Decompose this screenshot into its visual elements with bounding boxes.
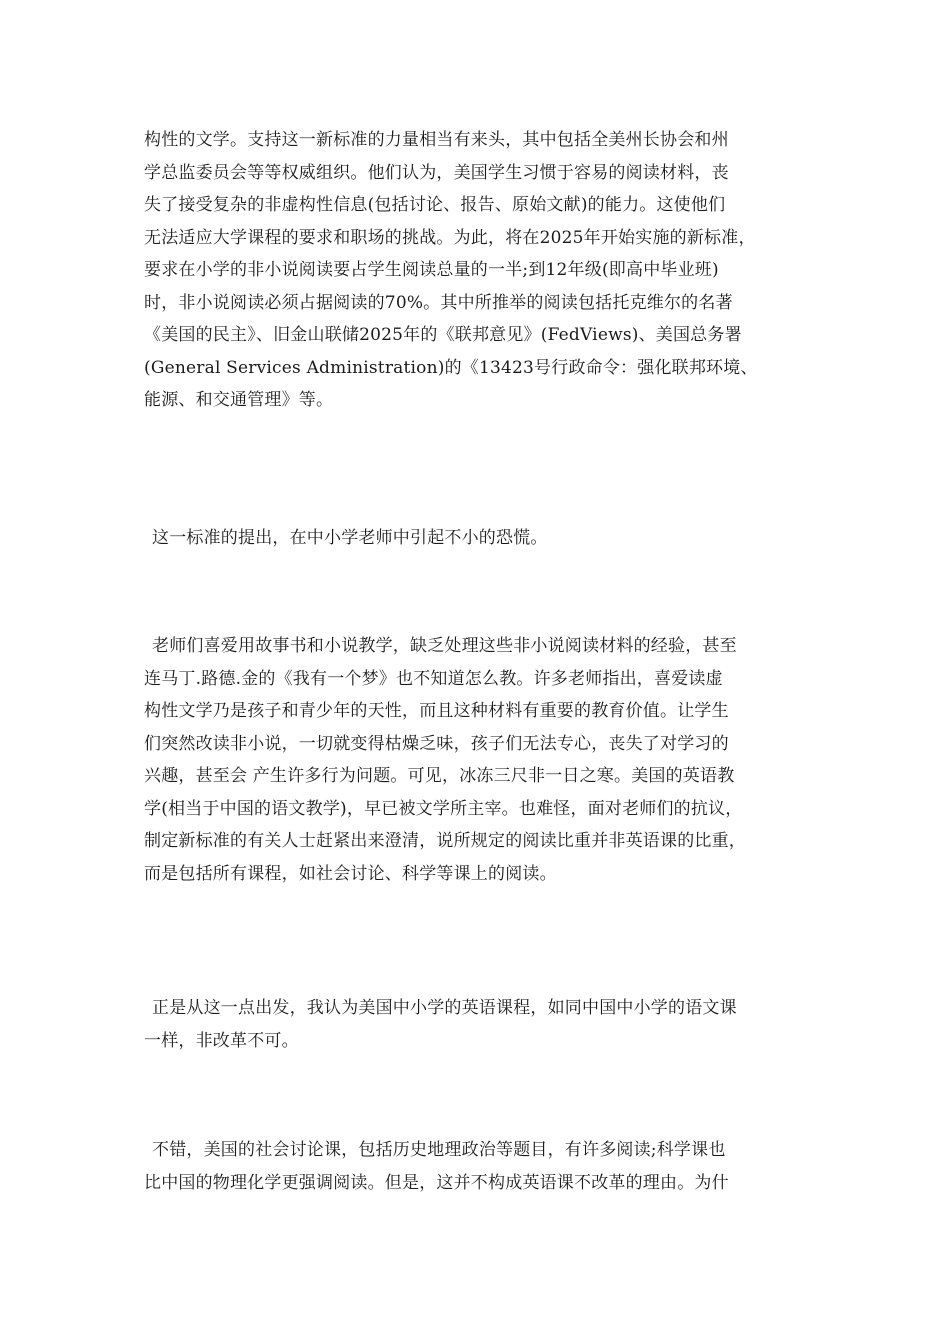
- text-line: 时，非小说阅读必须占据阅读的70%。其中所推举的阅读包括托克维尔的名著: [144, 292, 733, 313]
- paragraph-5: [144, 1134, 824, 1199]
- text-line: 要求在小学的非小说阅读要占学生阅读总量的一半;到12年级(即高中毕业班): [144, 260, 719, 280]
- paragraph-4: [144, 992, 824, 1057]
- text-line: 们突然改读非小说，一切就变得枯燥乏味，孩子们无法专心，丧失了对学习的: [144, 733, 729, 754]
- paragraph-3: [144, 630, 824, 890]
- text-line: 《美国的民主》、旧金山联储2025年的《联邦意见》(FedViews)、美国总务署: [144, 325, 742, 345]
- text-line: 无法适应大学课程的要求和职场的挑战。为此，将在2025年开始实施的新标准，: [144, 227, 756, 248]
- text-line: 老师们喜爱用故事书和小说教学，缺乏处理这些非小说阅读材料的经验，甚至: [152, 636, 737, 656]
- text-line: 构性的文学。支持这一新标准的力量相当有来头，其中包括全美州长协会和州: [144, 130, 729, 150]
- text-line: 不错，美国的社会讨论课，包括历史地理政治等题目，有许多阅读;科学课也: [152, 1140, 726, 1160]
- text-line: 失了接受复杂的非虚构性信息(包括讨论、报告、原始文献)的能力。这使他们: [144, 195, 726, 215]
- text-line: 正是从这一点出发，我认为美国中小学的英语课程，如同中国中小学的语文课: [152, 998, 737, 1018]
- text-line: 能源、和交通管理》等。: [144, 390, 334, 410]
- text-line: (General Services Administration)的《13423号行政命令：强化联邦环境、: [144, 357, 758, 378]
- text-line: 而是包括所有课程，如社会讨论、科学等课上的阅读。: [144, 863, 557, 884]
- text-line: 比中国的物理化学更强调阅读。但是，这并不构成英语课不改革的理由。为什: [144, 1172, 729, 1193]
- text-line: 一样，非改革不可。: [144, 1030, 299, 1051]
- text-line: 学总监委员会等等权威组织。他们认为，美国学生习惯于容易的阅读材料，丧: [144, 162, 729, 183]
- text-line: 构性文学乃是孩子和青少年的天性，而且这种材料有重要的教育价值。让学生: [144, 701, 729, 721]
- paragraph-2: [144, 522, 824, 555]
- text-line: 学(相当于中国的语文教学)，早已被文学所主宰。也难怪，面对老师们的抗议，: [144, 798, 743, 819]
- paragraph-1: [144, 124, 824, 417]
- text-line: 兴趣，甚至会 产生许多行为问题。可见，冰冻三尺非一日之寒。美国的英语教: [144, 766, 735, 786]
- text-line: 制定新标准的有关人士赶紧出来澄清，说所规定的阅读比重并非英语课的比重，: [144, 831, 746, 851]
- text-line: 这一标准的提出，在中小学老师中引起不小的恐慌。: [152, 528, 548, 548]
- text-line: 连马丁.路德.金的《我有一个梦》也不知道怎么教。许多老师指出，喜爱读虚: [144, 668, 723, 689]
